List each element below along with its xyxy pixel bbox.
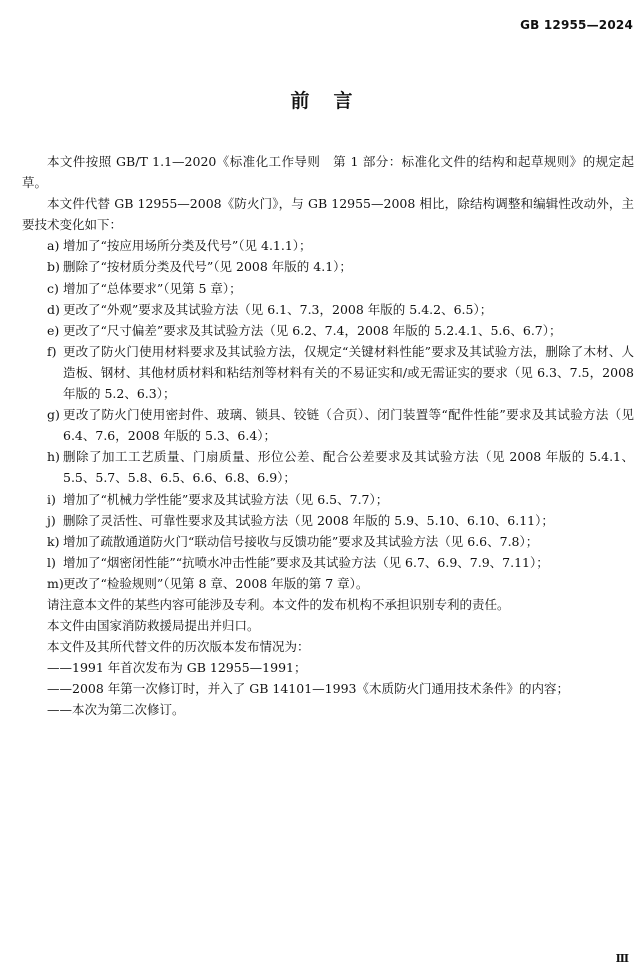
list-marker: m) bbox=[47, 575, 64, 591]
changes-list bbox=[22, 235, 634, 594]
list-item-text: 更改了防火门使用密封件、玻璃、锁具、铰链（合页）、闭门装置等“配件性能”要求及其试验方法（见 6.4、7.6，2008 年版的 5.3、6.4）； bbox=[63, 407, 634, 444]
page-number: Ⅲ bbox=[615, 952, 629, 965]
list-marker: c) bbox=[47, 280, 59, 296]
list-item bbox=[22, 299, 634, 320]
list-marker: f) bbox=[47, 343, 57, 359]
list-item-text: 更改了“尺寸偏差”要求及其试验方法（见 6.2、7.4，2008 年版的 5.2.4.1、5.6、6.7）； bbox=[63, 322, 562, 338]
list-item bbox=[22, 320, 634, 341]
page-title: 前言 bbox=[290, 90, 377, 112]
list-item-text: 更改了“外观”要求及其试验方法（见 6.1、7.3，2008 年版的 5.4.2、6.5）； bbox=[63, 301, 493, 317]
list-item-text: 删除了加工工艺质量、门扇质量、形位公差、配合公差要求及其试验方法（见 2008 年版的 5.4.1、5.5、5.7、5.8、6.5、6.6、6.8、6.9）； bbox=[63, 449, 634, 486]
list-marker: d) bbox=[47, 301, 60, 317]
list-marker: g) bbox=[47, 407, 60, 423]
list-item-text: 增加了“机械力学性能”要求及其试验方法（见 6.5、7.7）； bbox=[63, 491, 389, 507]
replacement-paragraph: 本文件代替 GB 12955—2008《防火门》，与 GB 12955—2008 相比，除结构调整和编辑性改动外，主要技术变化如下： bbox=[22, 196, 634, 233]
list-item-text: 删除了灵活性、可靠性要求及其试验方法（见 2008 年版的 5.9、5.10、6.10、6.11）； bbox=[63, 512, 554, 528]
version-history-list bbox=[22, 657, 634, 720]
list-item bbox=[22, 278, 634, 299]
standard-number: GB 12955—2024 bbox=[520, 18, 633, 32]
history-intro: 本文件及其所代替文件的历次版本发布情况为： bbox=[47, 639, 310, 655]
history-item: ——2008 年第一次修订时，并入了 GB 14101—1993《木质防火门通用技术条件》的内容； bbox=[47, 681, 569, 697]
list-marker: h) bbox=[47, 449, 60, 465]
document-body bbox=[22, 151, 634, 721]
list-marker: k) bbox=[47, 533, 60, 549]
list-item-text: 更改了防火门使用材料要求及其试验方法，仅规定“关键材料性能”要求及其试验方法，删除了木材、人造板、钢材、其他材质材料和粘结剂等材料有关的不易证实和/或无需证实的要求（见 6.3、7.5，2008 年版的 5.2、6.3）； bbox=[63, 343, 634, 402]
list-item bbox=[22, 446, 634, 488]
list-item bbox=[22, 510, 634, 531]
list-item bbox=[22, 404, 634, 446]
drafting-rules-paragraph: 本文件按照 GB/T 1.1—2020《标准化工作导则 第 1 部分：标准化文件的结构和起草规则》的规定起草。 bbox=[22, 154, 634, 191]
list-item bbox=[22, 256, 634, 277]
list-item bbox=[22, 573, 634, 594]
list-item bbox=[22, 489, 634, 510]
patent-notice: 请注意本文件的某些内容可能涉及专利。本文件的发布机构不承担识别专利的责任。 bbox=[47, 596, 510, 612]
history-item: ——本次为第二次修订。 bbox=[47, 702, 185, 718]
proposer-statement: 本文件由国家消防救援局提出并归口。 bbox=[47, 618, 260, 634]
list-item-text: 增加了疏散通道防火门“联动信号接收与反馈功能”要求及其试验方法（见 6.6、7.8）； bbox=[63, 533, 539, 549]
list-item bbox=[22, 235, 634, 256]
list-marker: e) bbox=[47, 322, 60, 338]
history-item: ——1991 年首次发布为 GB 12955—1991； bbox=[47, 660, 307, 676]
list-item-text: 更改了“检验规则”（见第 8 章、2008 年版的第 7 章）。 bbox=[63, 575, 369, 591]
list-item-text: 增加了“按应用场所分类及代号”（见 4.1.1）； bbox=[63, 238, 312, 254]
list-item-text: 删除了“按材质分类及代号”（见 2008 年版的 4.1）； bbox=[63, 259, 352, 275]
list-item-text: 增加了“总体要求”（见第 5 章）； bbox=[63, 280, 242, 296]
list-item bbox=[22, 531, 634, 552]
list-marker: l) bbox=[47, 554, 56, 570]
list-marker: j) bbox=[47, 512, 56, 528]
list-marker: b) bbox=[47, 259, 60, 275]
list-marker: a) bbox=[47, 238, 60, 254]
list-item bbox=[22, 341, 634, 404]
list-item-text: 增加了“烟密闭性能”“抗喷水冲击性能”要求及其试验方法（见 6.7、6.9、7.9、7.11）； bbox=[63, 554, 549, 570]
list-marker: i) bbox=[47, 491, 56, 507]
list-item bbox=[22, 552, 634, 573]
